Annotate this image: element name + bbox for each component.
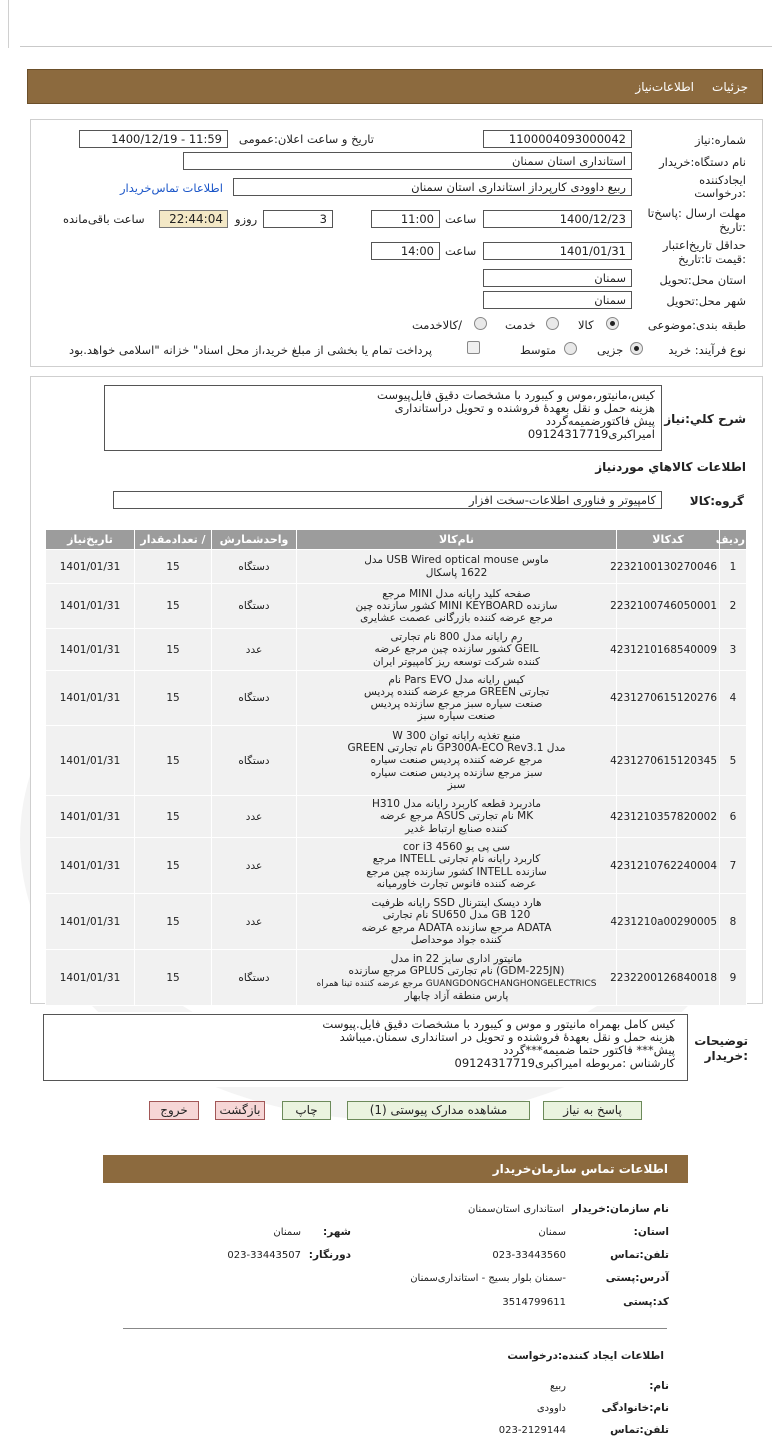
contact-org: استانداری استان‌سمنان — [467, 1204, 564, 1215]
item-name-line: GUANGDONGCHANGHONGELECTRICS مرجع عرضه کننده تینا همراه — [316, 978, 597, 989]
item-name-line: سازنده INTELL کشور سازنده چین مرجع — [366, 865, 547, 878]
item-name-line: MK نام تجارتی ASUS مرجع عرضه — [379, 810, 534, 823]
table-row — [46, 894, 747, 950]
item-qty: 15 — [135, 838, 212, 894]
item-date: 1401/01/31 — [46, 671, 135, 726]
contact-org-label: نام سازمان:خریدار — [572, 1203, 669, 1215]
remaining-time: 22:44:04 — [159, 210, 228, 228]
category-service-radio[interactable] — [546, 317, 559, 330]
treasury-payment-checkbox[interactable] — [467, 341, 480, 354]
buyer-notes-line: پیش*** فاکتور حتما ضمیمه***گردد — [503, 1043, 675, 1057]
item-name-line: ADATA مرجع سازنده ADATA مرجع عرضه — [361, 921, 552, 934]
item-code: 2232100746050001 — [617, 584, 720, 629]
creator-family: داوودی — [536, 1403, 566, 1414]
item-unit: دستگاه — [212, 726, 297, 796]
item-name-line: GB 120 مدل SU650 نام تجارتی — [382, 909, 531, 922]
item-name-line: رم رایانه مدل 800 نام تجارتی — [390, 631, 523, 644]
process-minor-radio[interactable] — [630, 342, 643, 355]
city-field: سمنان — [483, 291, 632, 309]
item-code: 4231210762240004 — [617, 838, 720, 894]
summary-label: شرح کلي:نياز — [664, 412, 746, 426]
process-label: نوع فرآیند: خرید — [668, 343, 746, 357]
announce-field: 1400/12/19 - 11:59 — [79, 130, 228, 148]
contact-phone-label: تلفن:تماس — [610, 1249, 669, 1261]
item-unit: عدد — [212, 629, 297, 671]
need-number-label: شماره:نیاز — [695, 133, 746, 147]
goods-section-title: اطلاعات کالاهاي موردنياز — [595, 460, 746, 474]
item-name-line: مرجع عرضه کننده بازرگانی عصمت عشایری — [360, 612, 553, 625]
category-goods-radio[interactable] — [606, 317, 619, 330]
creator-name-label: نام: — [649, 1380, 669, 1392]
item-qty: 15 — [135, 584, 212, 629]
table-row — [46, 726, 747, 796]
deadline-date-field: 1400/12/23 — [483, 210, 632, 228]
item-name-line: سازنده MINI KEYBOARD کشور سازنده چین — [355, 599, 558, 612]
buyer-notes-label-2: :خریدار — [704, 1049, 748, 1063]
item-name-line: مانیتور اداری سایز 22 in مدل — [390, 953, 523, 966]
province-field: سمنان — [483, 269, 632, 287]
summary-line: هزینه حمل و نقل بعهدۀ فروشنده و تحویل دراستانداری — [394, 401, 655, 415]
item-qty: 15 — [135, 629, 212, 671]
creator-name: ربیع — [550, 1381, 566, 1392]
item-unit: عدد — [212, 796, 297, 838]
item-qty: 15 — [135, 796, 212, 838]
item-name-line: صنعت سیاره سبز مرجع سازنده پردیس — [370, 698, 543, 710]
item-date: 1401/01/31 — [46, 584, 135, 629]
row-number: 7 — [720, 838, 747, 894]
row-number: 5 — [720, 726, 747, 796]
category-mixed-label: /کالاخدمت — [412, 318, 463, 332]
row-number: 6 — [720, 796, 747, 838]
creator-field: ربیع داوودی کارپرداز استانداری استان سمنان — [233, 178, 632, 196]
days-field: 3 — [263, 210, 333, 228]
row-number: 1 — [720, 550, 747, 584]
item-date: 1401/01/31 — [46, 950, 135, 1006]
process-minor-label: جزیی — [597, 343, 624, 357]
item-name-line: مادربرد قطعه کاربرد رایانه مدل H310 — [371, 798, 541, 811]
item-code: 2232200126840018 — [617, 950, 720, 1006]
creator-label: ایجادکننده — [699, 173, 746, 187]
item-date: 1401/01/31 — [46, 838, 135, 894]
contact-address: -سمنان بلوار بسیج - استانداری‌سمنان — [410, 1273, 566, 1284]
deadline-time-field: 11:00 — [371, 210, 440, 228]
col-row: ردیف — [720, 530, 747, 550]
row-number: 2 — [720, 584, 747, 629]
item-name-line: سبز — [447, 778, 466, 791]
creator-label-2: :درخواست — [694, 186, 746, 200]
buyer-contact-title: اطلاعات تماس سازمان‌خریدار — [492, 1162, 668, 1176]
contact-city-label: شهر: — [323, 1226, 351, 1238]
item-code: 4231210a00290005 — [617, 894, 720, 950]
goods-group-label: گروه:کالا — [689, 494, 744, 508]
item-name-line: کننده شرکت توسعه ریز کامپیوتر ایران — [372, 655, 541, 668]
tab-details[interactable]: جزئیات — [712, 80, 748, 94]
col-code: کدکالا — [617, 530, 720, 550]
row-number: 4 — [720, 671, 747, 726]
buyer-contact-header — [103, 1155, 688, 1183]
item-unit: دستگاه — [212, 550, 297, 584]
item-name-line: سی پی یو cor i3 4560 — [402, 841, 511, 854]
item-qty: 15 — [135, 894, 212, 950]
tab-need-info[interactable]: اطلاعات‌نیاز — [635, 80, 694, 94]
treasury-payment-note: پرداخت تمام یا بخشی از مبلغ خرید،از محل اسناد" خزانه "اسلامی خواهد.بود — [69, 343, 433, 357]
item-qty: 15 — [135, 671, 212, 726]
item-code: 4231270615120276 — [617, 671, 720, 726]
item-unit: دستگاه — [212, 950, 297, 1006]
creator-phone-label: تلفن:تماس — [610, 1424, 669, 1436]
table-row — [46, 584, 747, 629]
row-number: 9 — [720, 950, 747, 1006]
item-name — [297, 671, 617, 726]
item-name-line: (GDM-225JN) نام تجارتی GPLUS مرجع سازنده — [348, 965, 565, 978]
item-name — [297, 584, 617, 629]
item-unit: دستگاه — [212, 584, 297, 629]
item-code: 4231210357820002 — [617, 796, 720, 838]
item-name — [297, 796, 617, 838]
summary-line: کیس،مانیتور،موس و کیبورد با مشخصات دقیق فایل‌پیوست — [377, 388, 655, 402]
item-name — [297, 629, 617, 671]
table-row — [46, 550, 747, 584]
item-name-line: 1622 پاسکال — [425, 566, 488, 579]
contact-divider — [123, 1328, 667, 1329]
item-name-line: پارس منطقه آزاد چابهار — [404, 989, 509, 1002]
item-name-line: مدل GP300A-ECO Rev3.1 نام تجارتی GREEN — [347, 742, 566, 755]
summary-line: پیش فاکتورضمیمه‌گردد — [545, 414, 655, 428]
deadline-label-2: :تاریخ — [719, 220, 746, 234]
row-number: 3 — [720, 629, 747, 671]
validity-time-field: 14:00 — [371, 242, 440, 260]
item-unit: عدد — [212, 894, 297, 950]
item-name — [297, 894, 617, 950]
item-name — [297, 550, 617, 584]
buyer-notes-label: توضیحات — [694, 1034, 748, 1048]
item-date: 1401/01/31 — [46, 726, 135, 796]
item-name-line: صنعت سیاره سبز — [417, 710, 496, 723]
item-name-line: تجارتی GREEN مرجع عرضه کننده پردیس — [363, 685, 550, 698]
remaining-label: ساعت باقی‌مانده — [63, 212, 145, 226]
col-name: نام‌کالا — [297, 530, 617, 550]
contact-fax-label: دورنگار: — [308, 1249, 351, 1261]
table-row — [46, 671, 747, 726]
contact-address-label: آدرس:پستی — [605, 1272, 669, 1284]
item-code: 4231210168540009 — [617, 629, 720, 671]
back-button[interactable]: بازگشت — [215, 1101, 265, 1120]
validity-label: حداقل تاریخ‌اعتبار — [662, 238, 746, 252]
item-qty: 15 — [135, 726, 212, 796]
buyer-org-label: نام دستگاه:خریدار — [659, 155, 746, 169]
deadline-label: مهلت ارسال :پاسخ‌تا — [647, 206, 746, 220]
item-name-line: منبع تغذیه رایانه توان 300 W — [392, 729, 521, 742]
item-qty: 15 — [135, 550, 212, 584]
item-unit: دستگاه — [212, 671, 297, 726]
item-name-line: سبز مرجع سازنده پردیس صنعت سیاره — [370, 766, 543, 779]
table-row — [46, 838, 747, 894]
contact-phone: 023-33443560 — [492, 1250, 566, 1261]
validity-time-label: ساعت — [445, 244, 477, 258]
province-label: استان محل:تحویل — [659, 273, 746, 287]
exit-button[interactable]: خروج — [149, 1101, 199, 1120]
summary-text — [104, 385, 662, 451]
item-name-line: مرجع عرضه کننده پردیس صنعت سیاره — [370, 754, 543, 767]
creator-family-label: نام:خانوادگی — [601, 1402, 669, 1414]
buyer-notes-text — [43, 1014, 688, 1081]
item-name — [297, 726, 617, 796]
contact-city: سمنان — [273, 1227, 301, 1238]
buyer-org-field: استانداری استان سمنان — [183, 152, 632, 170]
item-unit: عدد — [212, 838, 297, 894]
item-name-line: کاربرد رایانه نام تجارتی INTELL مرجع — [372, 853, 541, 866]
item-date: 1401/01/31 — [46, 894, 135, 950]
category-goods-label: کالا — [578, 318, 594, 332]
table-row — [46, 796, 747, 838]
goods-group-field: کامپیوتر و فناوری اطلاعات-سخت افزار — [113, 491, 662, 509]
category-label: طبقه بندی:موضوعی — [647, 318, 746, 332]
contact-province: سمنان — [538, 1227, 566, 1238]
item-name-line: کیس رایانه مدل Pars EVO نام — [388, 673, 525, 686]
item-name-line: کننده جواد موحداصل — [410, 933, 503, 946]
goods-table — [45, 529, 747, 1006]
contact-province-label: استان: — [633, 1226, 669, 1238]
category-mixed-radio[interactable] — [474, 317, 487, 330]
item-name-line: ماوس USB Wired optical mouse مدل — [364, 554, 549, 567]
contact-postal: 3514799611 — [502, 1297, 566, 1308]
item-name — [297, 838, 617, 894]
view-attachments-button[interactable]: مشاهده مدارک پیوستی (1) — [347, 1101, 530, 1120]
item-qty: 15 — [135, 950, 212, 1006]
need-number-field: 1100004093000042 — [483, 130, 632, 148]
creator-info-title: اطلاعات ایجاد کننده:درخواست — [507, 1350, 664, 1362]
item-date: 1401/01/31 — [46, 629, 135, 671]
process-medium-radio[interactable] — [564, 342, 577, 355]
item-name-line: GEIL کشور سازنده چین مرجع عرضه — [374, 643, 539, 656]
item-name-line: هارد دیسک اینترنال SSD رایانه ظرفیت — [371, 897, 542, 910]
contact-fax: 023-33443507 — [227, 1250, 301, 1261]
row-number: 8 — [720, 894, 747, 950]
city-label: شهر محل:تحویل — [666, 294, 746, 308]
buyer-notes-line: کارشناس :مربوطه امیراکبری09124317719 — [454, 1056, 675, 1070]
validity-label-2: :قیمت تا:تاریخ — [678, 252, 746, 266]
item-name — [297, 950, 617, 1006]
reply-button[interactable]: پاسخ به نیاز — [543, 1101, 642, 1120]
col-date: تاریخ‌نیاز — [46, 530, 135, 550]
summary-line: امیراکبری09124317719 — [527, 427, 655, 441]
announce-label: تاریخ و ساعت اعلان:عمومی — [238, 132, 374, 146]
item-name-line: کننده صنایع ارتباط غدیر — [405, 822, 508, 835]
item-code: 4231270615120345 — [617, 726, 720, 796]
table-row — [46, 629, 747, 671]
print-button[interactable]: چاپ — [282, 1101, 331, 1120]
col-unit: واحدشمارش — [212, 530, 297, 550]
buyer-notes-line: کیس کامل بهمراه مانیتور و موس و کیبورد با مشخصات دقیق فایل.پیوست — [322, 1017, 675, 1031]
item-name-line: عرضه کننده فانوس تجارت خاورمیانه — [376, 877, 537, 890]
creator-phone: 023-2129144 — [498, 1425, 566, 1436]
item-code: 2232100130270046 — [617, 550, 720, 584]
validity-date-field: 1401/01/31 — [483, 242, 632, 260]
process-medium-label: متوسط — [520, 343, 557, 357]
item-date: 1401/01/31 — [46, 796, 135, 838]
item-name-line: صفحه کلید رایانه مدل MINI مرجع — [382, 587, 531, 600]
details-header-bar — [27, 69, 763, 104]
contact-postal-label: کد:پستی — [623, 1296, 669, 1308]
days-label: روزو — [235, 212, 258, 226]
item-date: 1401/01/31 — [46, 550, 135, 584]
buyer-contact-link[interactable]: اطلاعات تماس‌خریدار — [120, 181, 223, 195]
table-row — [46, 950, 747, 1006]
buyer-notes-line: هزینه حمل و نقل بعهدۀ فروشنده و تحویل در استانداری سمنان.میباشد — [339, 1030, 675, 1044]
col-qty: / تعدادمقدار — [135, 530, 212, 550]
category-service-label: خدمت — [505, 318, 536, 332]
deadline-time-label: ساعت — [445, 212, 477, 226]
